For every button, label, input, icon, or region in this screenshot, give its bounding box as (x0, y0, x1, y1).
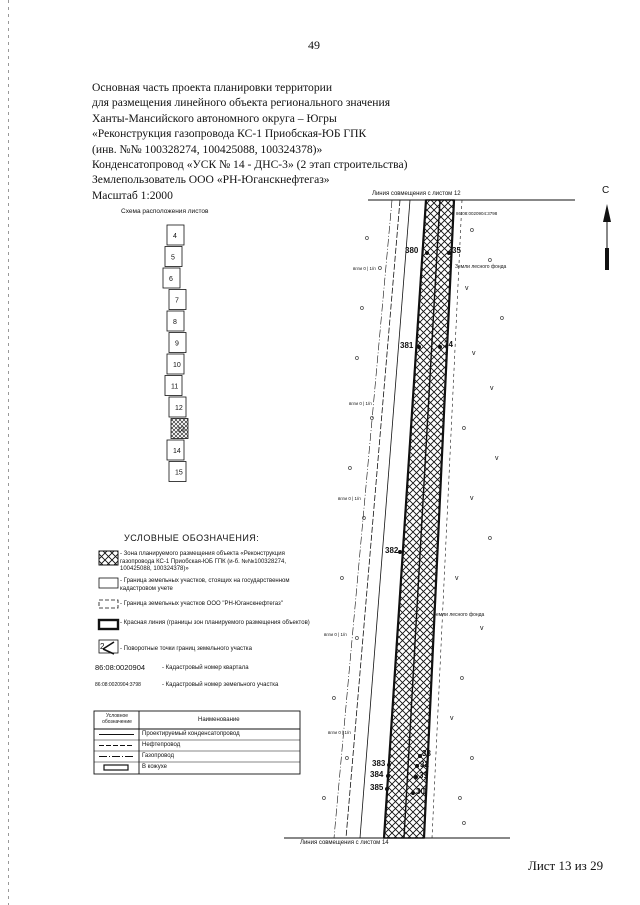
table-header-symbol: Условное обозначение (102, 713, 132, 725)
svg-text:o: o (500, 315, 504, 322)
svg-text:o: o (355, 635, 359, 642)
sheet-box-label: 15 (175, 469, 183, 477)
sheet-footer: Лист 13 из 29 (528, 858, 604, 873)
svg-text:вгли 0 | 1/п: вгли 0 | 1/п (353, 266, 376, 271)
point-label: 380 (405, 246, 419, 255)
compass-label: С (602, 185, 610, 196)
legend-parcel-code: 86:08:0020904:3798 (95, 682, 141, 688)
svg-text:v: v (450, 715, 454, 722)
svg-text:o: o (470, 227, 474, 234)
svg-text:o: o (322, 795, 326, 802)
legend-item-turn-points: - Поворотные точки границ земельного участка (120, 646, 252, 652)
svg-text:v: v (495, 455, 499, 462)
svg-text:o: o (458, 795, 462, 802)
table-row: Проектируемый конденсатопровод (142, 731, 240, 737)
legend-item-red-line: - Красная линия (границы зон планируемого размещения объектов) (120, 620, 310, 626)
header-line: для размещения линейного объекта регионального значения (92, 96, 391, 110)
header-line: «Реконструкция газопровода КС-1 Приобская-ЮБ ГПК (92, 127, 367, 141)
svg-text:o: o (332, 695, 336, 702)
legend-item-quarter: - Кадастровый номер квартала (162, 665, 249, 671)
point-label: 35 (452, 246, 461, 255)
sheet-scheme-title: Схема расположения листов (121, 208, 209, 215)
svg-text:o: o (378, 265, 382, 272)
forest-label: Земли лесного фонда (433, 612, 485, 618)
sheet-box-label: 14 (173, 448, 181, 455)
sheet-box-label: 5 (171, 254, 175, 262)
svg-text:о: о (488, 257, 492, 264)
header-line: Основная часть проекта планировки территории (92, 81, 333, 94)
svg-text:o: o (462, 820, 466, 827)
match-line-top-label: Линия совмещения с листом 12 (372, 191, 461, 197)
table-row: Газопровод (142, 753, 174, 759)
legend-item-cadastral: - Граница земельных участков, стоящих на государственном кадастровом учете (120, 578, 290, 592)
sheet-box-label: 11 (171, 383, 179, 391)
sheet-box-label: 9 (175, 340, 179, 348)
point-label: 32 (420, 760, 429, 769)
svg-text:вгли 0 | 1/п: вгли 0 | 1/п (338, 496, 361, 501)
svg-text:v: v (455, 575, 459, 582)
svg-text:o: o (355, 355, 359, 362)
sheet-box-label: 7 (175, 297, 179, 305)
svg-text:o: o (340, 575, 344, 582)
point-label: 381 (400, 341, 414, 350)
point-label: 33 (422, 749, 431, 758)
table-row: В кожухе (142, 764, 167, 770)
svg-text:v: v (465, 285, 469, 292)
parcel-label: 86:08:0020904:3798 (456, 211, 498, 216)
legend-item-zone: - Зона планируемого размещения объекта «Реконструкция газопровода КС-1 Приобская-ЮБ ГПК (и-б. №№100328274, 100425088, 100324378)» (120, 551, 286, 572)
svg-text:o: o (360, 305, 364, 312)
table-row: Нефтепровод (142, 742, 181, 748)
point-label: 34 (444, 340, 453, 349)
svg-text:o: o (362, 515, 366, 522)
match-line-bottom-label: Линия совмещения с листом 14 (300, 840, 389, 846)
sheet-box-label: 8 (173, 319, 177, 326)
legend-title: УСЛОВНЫЕ ОБОЗНАЧЕНИЯ: (124, 533, 260, 543)
page-number: 49 (308, 38, 320, 52)
header-line: (инв. №№ 100328274, 100425088, 100324378)» (92, 142, 323, 156)
point-label: 31 (419, 771, 428, 780)
header-line: Ханты-Мансийского автономного округа – Югры (92, 111, 337, 125)
svg-text:v: v (472, 350, 476, 357)
svg-text:v: v (480, 625, 484, 632)
sheet-box-label: 4 (173, 233, 177, 240)
svg-text:o: o (345, 755, 349, 762)
sheet-box-label: 10 (173, 362, 181, 369)
svg-text:o: o (460, 675, 464, 682)
svg-text:o: o (462, 425, 466, 432)
svg-text:вгли 0 | 1/п: вгли 0 | 1/п (349, 401, 372, 406)
header-line: Масштаб 1:2000 (92, 188, 173, 202)
point-label: 382 (385, 546, 399, 555)
legend-item-company: - Граница земельных участков ООО "РН-Юганскнефтегаз" (120, 601, 283, 607)
table-header-name: Наименование (198, 717, 240, 723)
point-label: 385 (370, 783, 384, 792)
legend-quarter-code: 86:08:0020904 (95, 663, 146, 672)
header-line: Землепользователь ООО «РН-Юганскнефтегаз» (92, 173, 330, 187)
sheet-box-label: 12 (175, 405, 183, 412)
point-label: 30 (416, 787, 425, 796)
svg-text:o: o (470, 755, 474, 762)
legend-item-parcel: - Кадастровый номер земельного участка (162, 682, 279, 688)
sheet-box-label: 13 (177, 426, 185, 434)
svg-text:o: o (370, 415, 374, 422)
point-label: 384 (370, 770, 384, 779)
svg-text:вгли 0 | 1/п: вгли 0 | 1/п (328, 730, 351, 735)
svg-text:o: o (365, 235, 369, 242)
sheet-box-label: 6 (169, 276, 173, 283)
point-label: 383 (372, 759, 386, 768)
turn-point-symbol: 2 (100, 642, 105, 651)
header-line: Конденсатопровод «УСК № 14 - ДНС-3» (2 этап строительства) (92, 158, 408, 172)
forest-label: Земли лесного фонда (455, 264, 507, 270)
svg-text:o: o (348, 465, 352, 472)
svg-text:v: v (470, 495, 474, 502)
svg-text:вгли 0 | 1/п: вгли 0 | 1/п (324, 632, 347, 637)
svg-text:v: v (490, 385, 494, 392)
svg-text:o: o (488, 535, 492, 542)
